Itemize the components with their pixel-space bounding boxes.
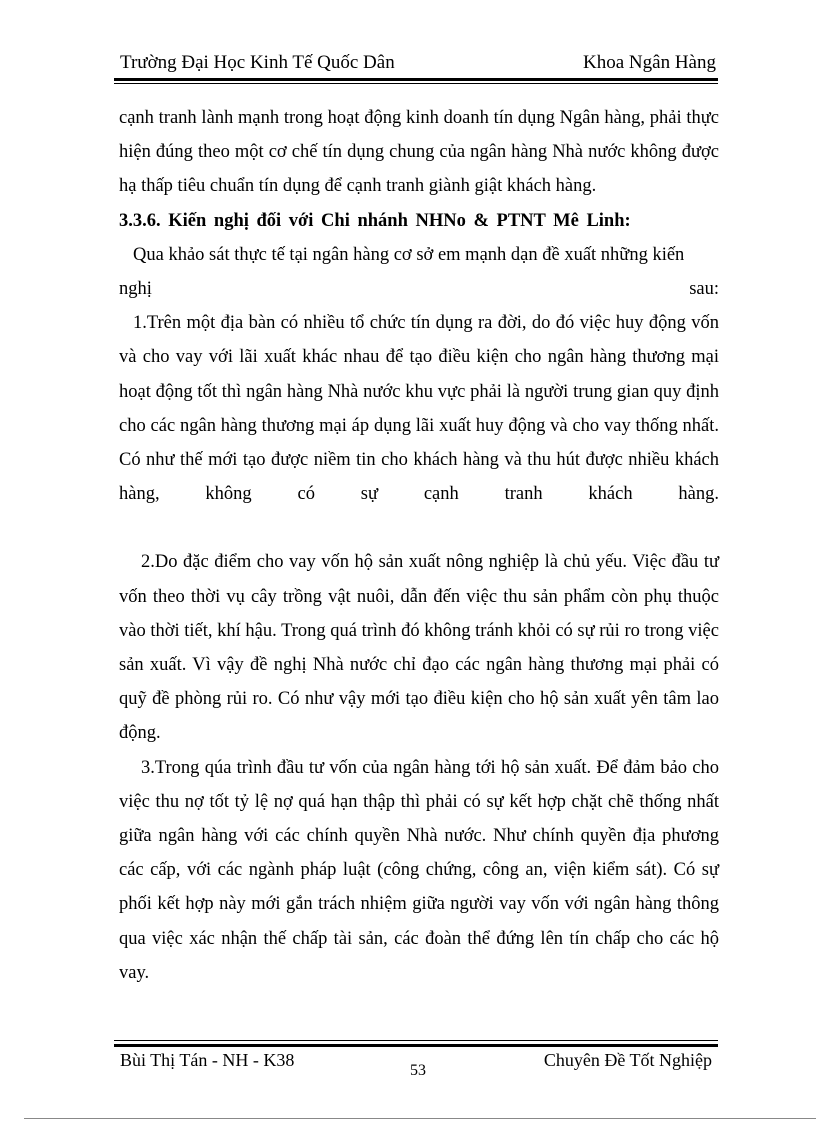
footer-rule-thick: [114, 1044, 718, 1047]
page-footer: [120, 1050, 716, 1090]
recommendation-3: 3.Trong qúa trình đầu tư vốn của ngân hàng tới hộ sản xuất. Để đảm bảo cho việc thu nợ tốt tỷ lệ nợ quá hạn thập thì phải có sự kết hợp chặt chẽ thống nhất giữa ngân hàng với các chính quyền Nhà nước. Như chính quyền địa phương các cấp, với các ngành pháp luật (công chứng, công an, viện kiểm sát). Có sự phối kết hợp này mới gắn trách nhiệm giữa người vay vốn với ngân hàng thông qua việc xác nhận thế chấp tài sản, các đoàn thể đứng lên tín chấp cho các hộ vay.: [119, 757, 719, 983]
intro-line-2: [119, 272, 719, 306]
header-rule-thick: [114, 78, 718, 81]
page-header: [120, 50, 720, 78]
footer-author: Bùi Thị Tán - NH - K38: [120, 1050, 295, 1070]
footer-rule-thin: [114, 1040, 718, 1041]
footer-thesis-type: Chuyên Đề Tốt Nghiệp: [543, 1050, 712, 1070]
blank-line: [119, 511, 719, 545]
intro-line: Qua khảo sát thực tế tại ngân hàng cơ sở em mạnh dạn đề xuất những kiến: [133, 244, 685, 265]
page-body: [119, 101, 719, 990]
header-rule-thin: [114, 83, 718, 84]
intro-word-right: sau:: [689, 279, 719, 300]
paragraph-continuation: cạnh tranh lành mạnh trong hoạt động kinh doanh tín dụng Ngân hàng, phải thực hiện đúng theo một cơ chế tín dụng chung của ngân hàng Nhà nước không được hạ thấp tiêu chuẩn tín dụng để cạnh tranh giành giật khách hàng.: [119, 108, 719, 197]
header-university: Trường Đại Học Kinh Tế Quốc Dân: [120, 52, 395, 73]
recommendation-2: 2.Do đặc điểm cho vay vốn hộ sản xuất nông nghiệp là chủ yếu. Việc đầu tư vốn theo thời vụ cây trồng vật nuôi, dẫn đến việc thu sản phẩm còn phụ thuộc vào thời tiết, khí hậu. Trong quá trình đó không tránh khỏi có sự rủi ro trong việc sản xuất. Vì vậy đề nghị Nhà nước chỉ đạo các ngân hàng thương mại phải có quỹ đề phòng rủi ro. Có như vậy mới tạo điều kiện cho hộ sản xuất yên tâm lao động.: [119, 552, 719, 744]
recommendation-1: 1.Trên một địa bàn có nhiều tổ chức tín dụng ra đời, do đó việc huy động vốn và cho vay với lãi xuất khác nhau để tạo điều kiện cho ngân hàng thương mại hoạt động tốt thì ngân hàng Nhà nước khu vực phải là người trung gian quy định cho các ngân hàng thương mại áp dụng lãi xuất huy động và cho vay thống nhất. Có như thế mới tạo được niềm tin cho khách hàng và thu hút được nhiều khách hàng, không có sự cạnh tranh khách hàng.: [119, 313, 719, 505]
intro-word-left: nghị: [119, 279, 152, 300]
page-number: 53: [410, 1062, 426, 1079]
section-heading: 3.3.6. Kiến nghị đối với Chi nhánh NHNo & PTNT Mê Linh:: [119, 210, 631, 231]
page-bottom-edge: [24, 1118, 816, 1119]
header-faculty: Khoa Ngân Hàng: [583, 52, 716, 73]
